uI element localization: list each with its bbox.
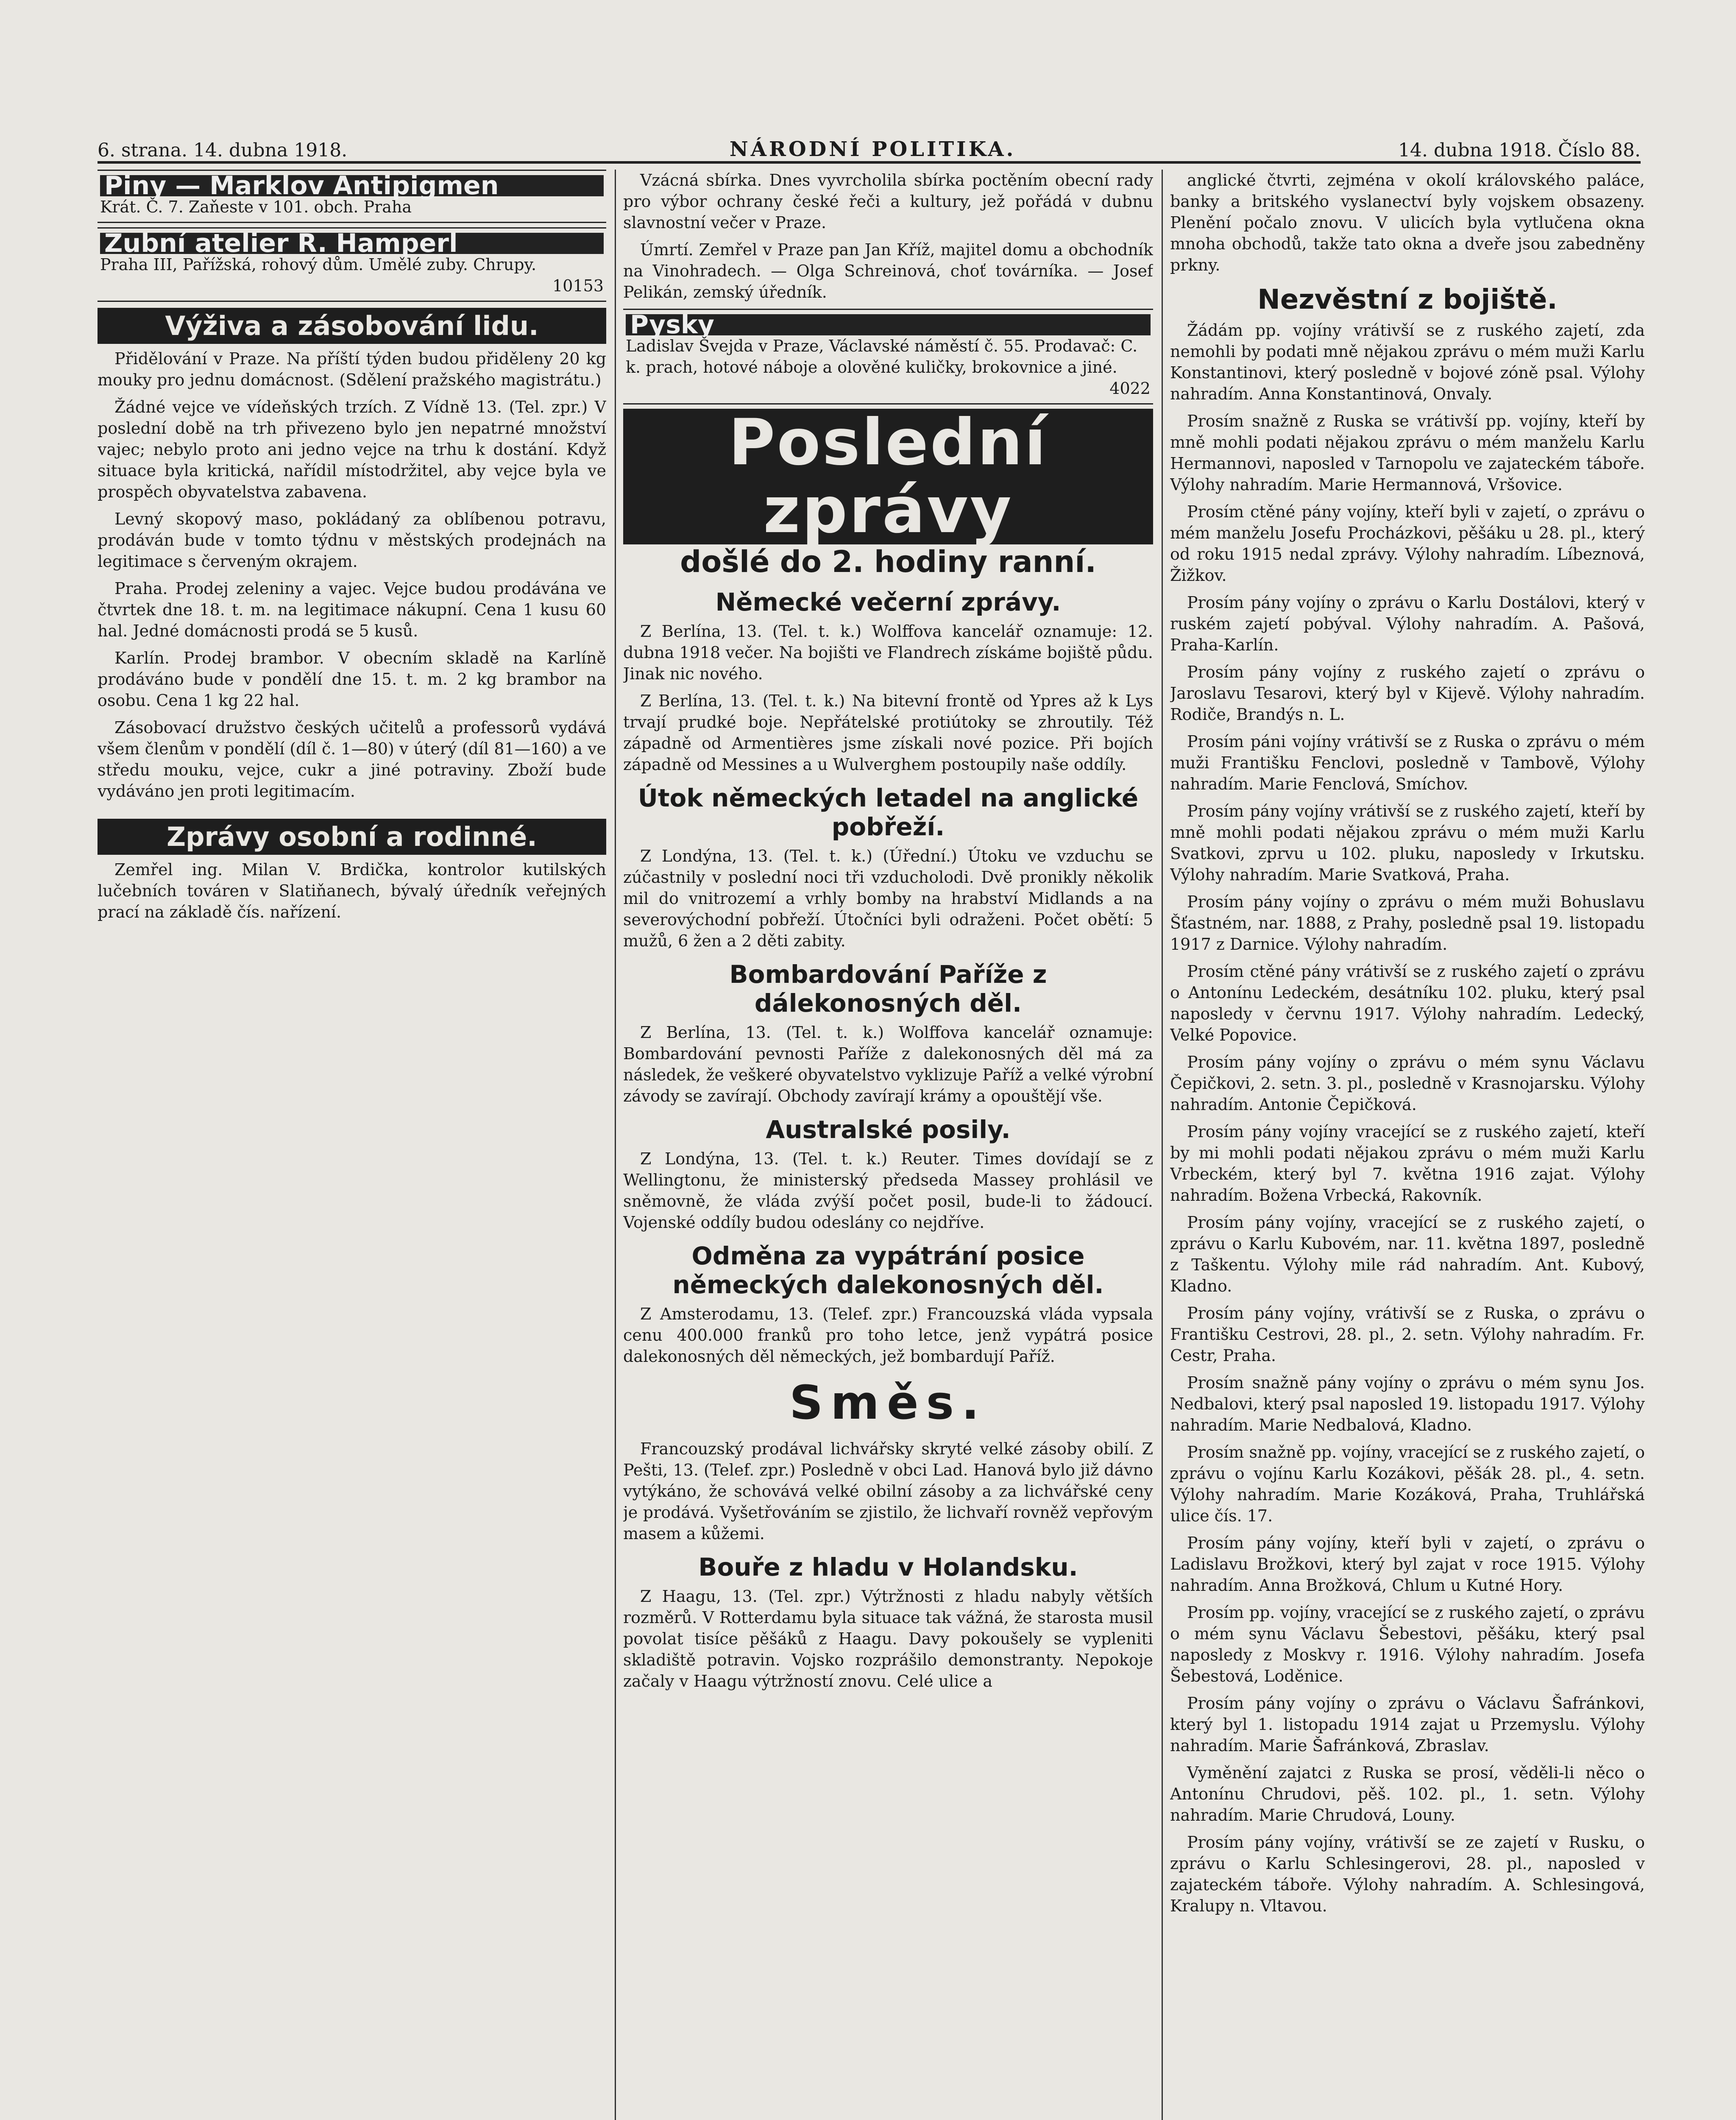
ad-text: Krát. Č. 7. Zaňeste v 101. obch. Praha — [100, 198, 412, 216]
article-paragraph: Žádné vejce ve vídeňských trzích. Z Vídně 13. (Tel. zpr.) V poslední době na trh přivezeno bylo jen nepatrné množství vajec; nebylo proto ani jedno vejce na trhu k dostání. Když situace byla kritická, nařídil místodržitel, aby vejce byla ve prospěch obyvatelstva zabavena. — [98, 398, 606, 501]
advertisement — [98, 227, 606, 302]
ad-text: Ladislav Švejda v Praze, Václavské náměstí č. 55. Prodavač: C. k. prach, hotové náboje a olověné kuličky, brokovnice a jiné. — [626, 337, 1138, 377]
notice-paragraph: Prosím pány vojíny vracející se z ruského zajetí, kteří by mi mohli podati nějakou zprávu o mém muži Karlu Vrbeckém, který byl 7. května 1916 zajat. Výlohy nahradím. Božena Vrbecká, Rakovník. — [1170, 1122, 1645, 1205]
article-paragraph: Z Amsterodamu, 13. (Telef. zpr.) Francouzská vláda vypsala cenu 400.000 franků pro toho letce, jenž vypátrá posice dalekonosných děl německých, jež bombardují Paříž. — [623, 1305, 1153, 1366]
news-heading: Australské posily. — [766, 1115, 1011, 1144]
ad-text: Praha III, Pařížská, rohový dům. Umělé zuby. Chrupy. — [100, 255, 537, 274]
news-heading: Bouře z hladu v Holandsku. — [698, 1553, 1078, 1582]
notice-paragraph: Prosím snažně pp. vojíny, vracející se z ruského zajetí, o zprávu o vojínu Karlu Kozákovi, pěšák 28. pl., 4. setn. Výlohy nahradím. Marie Kozáková, Praha, Truhlářská ulice čís. 17. — [1170, 1443, 1645, 1525]
ad-code: 10153 — [552, 276, 604, 295]
column-3 — [1170, 170, 1645, 2120]
notice-paragraph: Prosím pány vojíny, vrátivší se ze zajetí v Rusku, o zprávu o Karlu Schlesingerovi, 28. pl., naposled v zajateckém táboře. Výlohy nahradím. A. Schlesingová, Kralupy n. Vltavou. — [1170, 1833, 1645, 1915]
article-paragraph: Z Londýna, 13. (Tel. t. k.) (Úřední.) Útoku ve vzduchu se zúčastnily v poslední noci tři vzducholodi. Dvě pronikly několik mil do vnitrozemí a vrhly bomby na hrabství Midlands a na severovýchodní pobřeží. Útočníci byli odraženi. Počet obětí: 5 mužů, 6 žen a 2 děti zabity. — [623, 847, 1153, 950]
notice-paragraph: Prosím pány vojíny o zprávu o mém muži Bohuslavu Šťastném, nar. 1888, z Prahy, posledně psal 19. listopadu 1917 z Darnice. Výlohy nahradím. — [1170, 893, 1645, 954]
column-rule — [615, 170, 616, 2120]
notice-paragraph: Prosím pp. vojíny, vracející se z ruského zajetí, o zprávu o mém synu Václavu Šebestovi, pěšáku, který psal naposledy z Moskvy r. 1916. Výlohy nahradím. Josefa Šebestová, Loděnice. — [1170, 1603, 1645, 1685]
section-heading-smes: Směs. — [789, 1375, 987, 1430]
advertisement — [623, 309, 1153, 404]
masthead-right: 14. dubna 1918. Číslo 88. — [1398, 139, 1641, 161]
notice-paragraph: Prosím páni vojíny vrátivší se z Ruska o zprávu o mém muži Františku Fenclovi, posledně v Tambově, Výlohy nahradím. Marie Fenclová, Smíchov. — [1170, 732, 1645, 793]
notice-paragraph: Prosím ctěné pány vojíny, kteří byli v zajetí, o zprávu o mém manželu Josefu Procházkovi, pěšáku u 28. pl., který od roku 1915 nedal zprávy. Výlohy nahradím. Líbeznová, Žižkov. — [1170, 502, 1645, 585]
article-paragraph: Z Berlína, 13. (Tel. t. k.) Wolffova kancelář oznamuje: Bombardování pevnosti Paříže z dalekonosných děl má za následek, že veškeré obyvatelstvo vyklizuje Paříž a velké výrobní závody se zavírají. Obchody zavírají krámy a opouštějí vše. — [623, 1023, 1153, 1105]
article-paragraph: anglické čtvrti, zejména v okolí královského paláce, banky a britského vyslanectví byly vojskem obsazeny. Plenění počalo znovu. V ulicích byla vytlučena okna mnoha obchodů, takže tato okna a dveře jsou zabedněny prkny. — [1170, 171, 1645, 274]
article-paragraph: Francouzský prodával lichvářsky skryté velké zásoby obilí. Z Pešti, 13. (Telef. zpr.) Posledně v obci Lad. Hanová bylo již dávno vytýkáno, že schovává velké obilní zásoby a za lichvářské ceny je prodává. Vyšetřováním se zjistilo, že lichvaří rovněž vepřovým masem a kůžemi. — [623, 1439, 1153, 1543]
article-paragraph: Zemřel ing. Milan V. Brdička, kontrolor kutilských lučebních továren v Slatiňanech, bývalý úředník veřejných prací na základě čís. nařízení. — [98, 860, 606, 921]
notice-paragraph: Prosím pány vojíny o zprávu o mém synu Václavu Čepičkovi, 2. setn. 3. pl., posledně v Krasnojarsku. Výlohy nahradím. Antonie Čepičková. — [1170, 1053, 1645, 1114]
article-paragraph: Levný skopový maso, pokládaný za oblíbenou potravu, prodáván bude v tomto týdnu v městských prodejnách na legitimace s červeným okrajem. — [98, 510, 606, 571]
article-paragraph: Z Haagu, 13. (Tel. zpr.) Výtržnosti z hladu nabyly větších rozměrů. V Rotterdamu byla situace tak vážná, že starosta musil povolat tisíce pěšáků z Haagu. Davy pokoušely se vypleniti skladiště potravin. Vojsko rozprášilo demonstranty. Nepokoje začaly v Haagu výtržností znovu. Celé ulice a — [623, 1587, 1153, 1690]
notice-paragraph: Prosím pány vojíny, vrátivší se z Ruska, o zprávu o Františku Cestrovi, 28. pl., 2. setn. Výlohy nahradím. Fr. Cestr, Praha. — [1170, 1304, 1645, 1365]
article-paragraph: Z Berlína, 13. (Tel. t. k.) Wolffova kancelář oznamuje: 12. dubna 1918 večer. Na bojišti ve Flandrech získáme bojiště půdu. Jinak nic nového. — [623, 622, 1153, 683]
notice-paragraph: Prosím pány vojíny o zprávu o Karlu Dostálovi, který v ruském zajetí pobýval. Výlohy nahradím. A. Pašová, Praha-Karlín. — [1170, 593, 1645, 654]
ad-name: Pysky — [626, 314, 1151, 335]
news-banner: Poslední zprávy — [623, 409, 1153, 544]
article-paragraph: Přidělování v Praze. Na příští týden budou přiděleny 20 kg mouky pro jednu domácnost. (Sdělení pražského magistrátu.) — [98, 349, 606, 389]
section-heading: Zprávy osobní a rodinné. — [98, 819, 606, 855]
article-paragraph: Praha. Prodej zeleniny a vajec. Vejce budou prodávána ve čtvrtek dne 18. t. m. na legitimace nákupní. Cena 1 kusu 60 hal. Jedné domácnosti prodá se 5 kusů. — [98, 579, 606, 640]
notice-paragraph: Prosím pány vojíny vrátivší se z ruského zajetí, kteří by mně mohli podati nějakou zprávu o mém muži Karlu Svatkovi, zprvu u 102. pluku, naposledy v Irkutsku. Výlohy nahradím. Marie Svatková, Praha. — [1170, 802, 1645, 884]
article-paragraph: Z Berlína, 13. (Tel. t. k.) Na bitevní frontě od Ypres až k Lys trvají prudké boje. Nepřátelské protiútoky se zhroutily. Též západně od Armentières jsme získali nové pozice. Při bojích západně od Messines a u Wulverghem postoupily naše oddíly. — [623, 692, 1153, 774]
notice-paragraph: Vyměnění zajatci z Ruska se prosí, věděli-li něco o Antonínu Chrudovi, pěš. 102. pl., 1. setn. Výlohy nahradím. Marie Chrudová, Louny. — [1170, 1763, 1645, 1824]
ad-code: 4022 — [1109, 379, 1151, 398]
ad-name: Piny — Marklov Antipigmen — [100, 175, 604, 196]
news-heading: Útok německých letadel na anglické pobřeží. — [638, 784, 1139, 841]
masthead — [98, 127, 1641, 164]
notice-paragraph: Prosím pány vojíny, vracející se z ruského zajetí, o zprávu o Karlu Kubovém, nar. 11. května 1897, posledně z Taškentu. Výlohy mile rád nahradím. Ant. Kubový, Kladno. — [1170, 1213, 1645, 1295]
column-2 — [623, 170, 1153, 2120]
masthead-title: NÁRODNÍ POLITIKA. — [729, 137, 1016, 161]
advertisement — [98, 170, 606, 223]
news-heading: Odměna za vypátrání posice německých dalekonosných děl. — [672, 1241, 1104, 1299]
notice-paragraph: Prosím snažně pány vojíny o zprávu o mém synu Jos. Nedbalovi, který psal naposled 19. listopadu 1917. Výlohy nahradím. Marie Nedbalová, Kladno. — [1170, 1373, 1645, 1434]
section-heading: Nezvěstní z bojiště. — [1257, 284, 1558, 315]
notice-paragraph: Prosím ctěné pány vrátivší se z ruského zajetí o zprávu o Antonínu Ledeckém, desátníku 102. pluku, který psal naposledy v červnu 1917. Výlohy nahradím. Ledecký, Velké Popovice. — [1170, 962, 1645, 1044]
column-rule — [1162, 170, 1163, 2120]
notice-paragraph: Prosím snažně z Ruska se vrátivší pp. vojíny, kteří by mně mohli podati nějakou zprávu o mém manželu Karlu Hermannovi, naposled v Tarnopolu ve zajateckém táboře. Výlohy nahradím. Marie Hermannová, Vršovice. — [1170, 412, 1645, 494]
article-paragraph: Úmrtí. Zemřel v Praze pan Jan Kříž, majitel domu a obchodník na Vinohradech. — Olga Schreinová, choť továrníka. — Josef Pelikán, zemský úředník. — [623, 240, 1153, 301]
news-banner-subtitle: došlé do 2. hodiny ranní. — [680, 544, 1096, 579]
article-paragraph: Karlín. Prodej brambor. V obecním skladě na Karlíně prodáváno bude v pondělí dne 15. t. m. 2 kg brambor na osobu. Cena 1 kg 22 hal. — [98, 649, 606, 710]
article-paragraph: Zásobovací družstvo českých učitelů a professorů vydává všem členům v pondělí (díl č. 1—80) v úterý (díl 81—160) a ve středu mouku, vejce, cukr a jiné potraviny. Zboží bude vydáváno jen proti legitimacím. — [98, 718, 606, 801]
news-heading: Německé večerní zprávy. — [715, 588, 1061, 616]
news-heading: Bombardování Paříže z dálekonosných děl. — [729, 960, 1047, 1018]
masthead-left: 6. strana. 14. dubna 1918. — [98, 139, 348, 161]
ad-name: Zubní atelier R. Hamperl — [100, 233, 604, 254]
article-paragraph: Z Londýna, 13. (Tel. t. k.) Reuter. Times dovídají se z Wellingtonu, že ministerský předseda Massey prohlásil ve sněmovně, že vláda zvýší počet posil, bude-li to žádoucí. Vojenské oddíly budou odeslány co nejdříve. — [623, 1149, 1153, 1232]
notice-paragraph: Prosím pány vojíny, kteří byli v zajetí, o zprávu o Ladislavu Brožkovi, který byl zajat v roce 1915. Výlohy nahradím. Anna Brožková, Chlum u Kutné Hory. — [1170, 1534, 1645, 1595]
notice-paragraph: Žádám pp. vojíny vrátivší se z ruského zajetí, zda nemohli by podati mně nějakou zprávu o mém muži Karlu Konstantinovi, který posledně v bojové zóně psal. Výlohy nahradím. Anna Konstantinová, Onvaly. — [1170, 321, 1645, 403]
column-1 — [98, 170, 606, 2120]
notice-paragraph: Prosím pány vojíny o zprávu o Václavu Šafránkovi, který byl 1. listopadu 1914 zajat u Przemyslu. Výlohy nahradím. Marie Šafránková, Zbraslav. — [1170, 1694, 1645, 1755]
article-paragraph: Vzácná sbírka. Dnes vyvrcholila sbírka poctěním obecní rady pro výbor ochrany české řeči a kultury, jež pořádá v dubnu slavnostní večer v Praze. — [623, 171, 1153, 232]
section-heading: Výživa a zásobování lidu. — [98, 308, 606, 344]
notice-paragraph: Prosím pány vojíny z ruského zajetí o zprávu o Jaroslavu Tesarovi, který byl v Kijevě. Výlohy nahradím. Rodiče, Brandýs n. L. — [1170, 663, 1645, 724]
